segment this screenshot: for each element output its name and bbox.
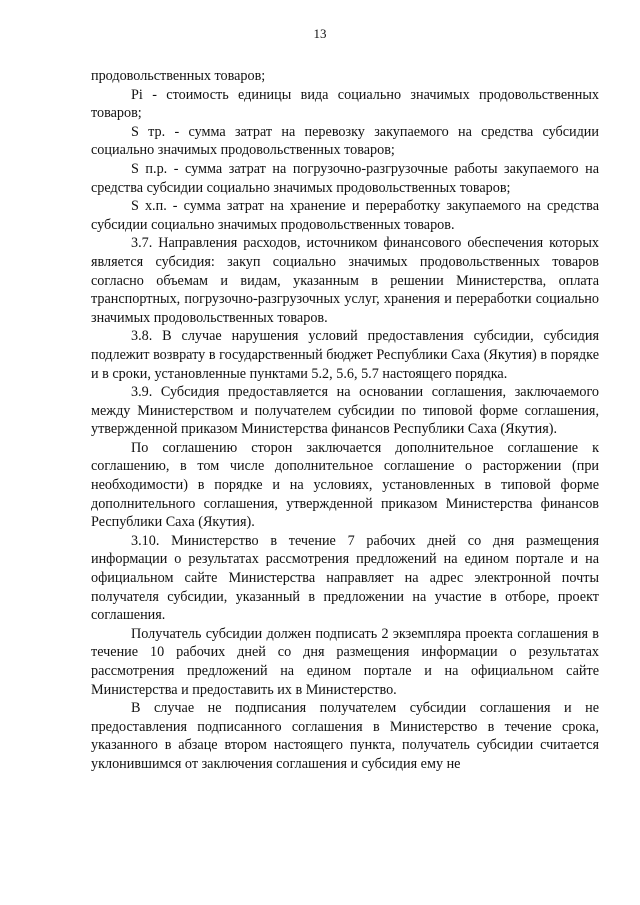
paragraph-s-transport-definition: S тр. - сумма затрат на перевозку закупаемого на средства субсидии социально значимых продовольственных товаров; (91, 123, 599, 159)
document-body (91, 67, 599, 774)
paragraph-additional-agreement: По соглашению сторон заключается дополнительное соглашение к соглашению, в том числе дополнительное соглашение о расторжении (при необходимости) в порядке и на условиях, установленных в типовой форме дополнительного соглашения, утвержденной приказом Министерства финансов Республики Саха (Якутия). (91, 439, 599, 531)
paragraph-pi-definition: Pi - стоимость единицы вида социально значимых продовольственных товаров; (91, 86, 599, 122)
paragraph-clause-3-10: 3.10. Министерство в течение 7 рабочих дней со дня размещения информации о результатах рассмотрения предложений на едином портале и на официальном сайте Министерства направляет на адрес электронной почты получателя субсидии, указанный в предложении на участие в отборе, проект соглашения. (91, 532, 599, 624)
paragraph-non-signing-consequence: В случае не подписания получателем субсидии соглашения и не предоставления подписанного соглашения в Министерство в течение срока, указанного в абзаце втором настоящего пункта, получатель субсидии считается уклонившимся от заключения соглашения и субсидия ему не (91, 700, 599, 772)
paragraph-clause-3-8: 3.8. В случае нарушения условий предоставления субсидии, субсидия подлежит возврату в государственный бюджет Республики Саха (Якутия) в порядке и в сроки, установленные пунктами 5.2, 5.6, 5.7 настоящего порядка. (91, 328, 599, 382)
paragraph-s-loading-definition: S п.р. - сумма затрат на погрузочно-разгрузочные работы закупаемого на средства субсидии социально значимых продовольственных товаров; (91, 160, 599, 196)
paragraph-signing-deadline: Получатель субсидии должен подписать 2 экземпляра проекта соглашения в течение 10 рабочих дней со дня размещения информации о результатах рассмотрения предложений на едином портале и на официальном сайте Министерства и предоставить их в Министерство. (91, 625, 599, 698)
paragraph-s-storage-definition: S х.п. - сумма затрат на хранение и переработку закупаемого на средства субсидии социально значимых продовольственных товаров. (91, 198, 599, 233)
paragraph-clause-3-9: 3.9. Субсидия предоставляется на основании соглашения, заключаемого между Министерством и получателем субсидии по типовой форме соглашения, утвержденной приказом Министерства финансов Республики Саха (Якутия). (91, 384, 599, 438)
page-number: 13 (313, 26, 327, 41)
paragraph-clause-3-7: 3.7. Направления расходов, источником финансового обеспечения которых является субсидия: закуп социально значимых продовольственных товаров согласно объемам и видам, указанным в решении Министерства, оплата транспортных, погрузочно-разгрузочных услуг, хранения и переработки социально значимых продовольственных товаров. (91, 235, 599, 326)
paragraph-continuation: продовольственных товаров; (91, 68, 266, 84)
